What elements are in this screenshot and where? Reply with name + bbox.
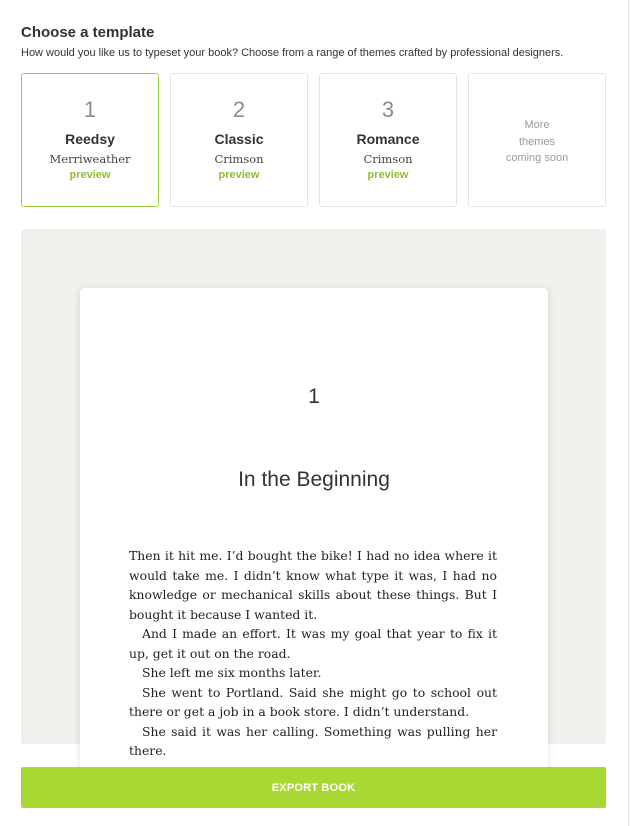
- template-card-romance[interactable]: [319, 73, 457, 207]
- book-preview-area[interactable]: [21, 229, 606, 758]
- more-themes-text: [469, 117, 605, 167]
- template-card-reedsy[interactable]: [21, 73, 159, 207]
- template-preview-link[interactable]: preview: [218, 169, 260, 181]
- chapter-body: [129, 546, 497, 761]
- template-name: Classic: [214, 131, 264, 147]
- template-number: 1: [83, 97, 97, 122]
- export-book-button[interactable]: EXPORT BOOK: [21, 767, 606, 808]
- more-themes-card: [468, 73, 606, 207]
- template-cards: [21, 73, 606, 207]
- chapter-number: 1: [308, 385, 320, 408]
- book-page: [80, 288, 548, 788]
- template-number: 2: [232, 97, 246, 122]
- template-preview-link[interactable]: preview: [69, 169, 111, 181]
- template-number: 3: [381, 97, 395, 122]
- template-font: Merriweather: [49, 152, 131, 166]
- more-themes-line: themes: [518, 135, 556, 148]
- section-title: Choose a template: [21, 24, 155, 41]
- template-name: Reedsy: [65, 131, 115, 147]
- body-paragraph: And I made an effort. It was my goal that year to fix it up, get it out on the road.: [129, 626, 497, 661]
- section-subtitle: How would you like us to typeset your book? Choose from a range of themes crafted by professional designers.: [21, 47, 564, 59]
- template-name: Romance: [356, 131, 420, 147]
- more-themes-line: coming soon: [505, 152, 569, 164]
- template-card-classic[interactable]: [170, 73, 308, 207]
- body-paragraph: She went to Portland. Said she might go to school out there or get a job in a book store. I didn’t understand.: [129, 684, 497, 719]
- body-paragraph: She said it was her calling. Something was pulling her there.: [129, 723, 497, 758]
- body-paragraph: She left me six months later.: [142, 665, 322, 680]
- chapter-title: In the Beginning: [238, 468, 390, 491]
- template-font: Crimson: [363, 152, 413, 166]
- template-font: Crimson: [214, 152, 264, 166]
- more-themes-line: More: [524, 119, 550, 131]
- template-preview-link[interactable]: preview: [367, 169, 409, 181]
- body-paragraph: Then it hit me. I’d bought the bike! I had no idea where it would take me. I didn’t know what type it was, I had no knowledge or mechanical skills about these things. But I bought it because I wanted it.: [129, 548, 497, 622]
